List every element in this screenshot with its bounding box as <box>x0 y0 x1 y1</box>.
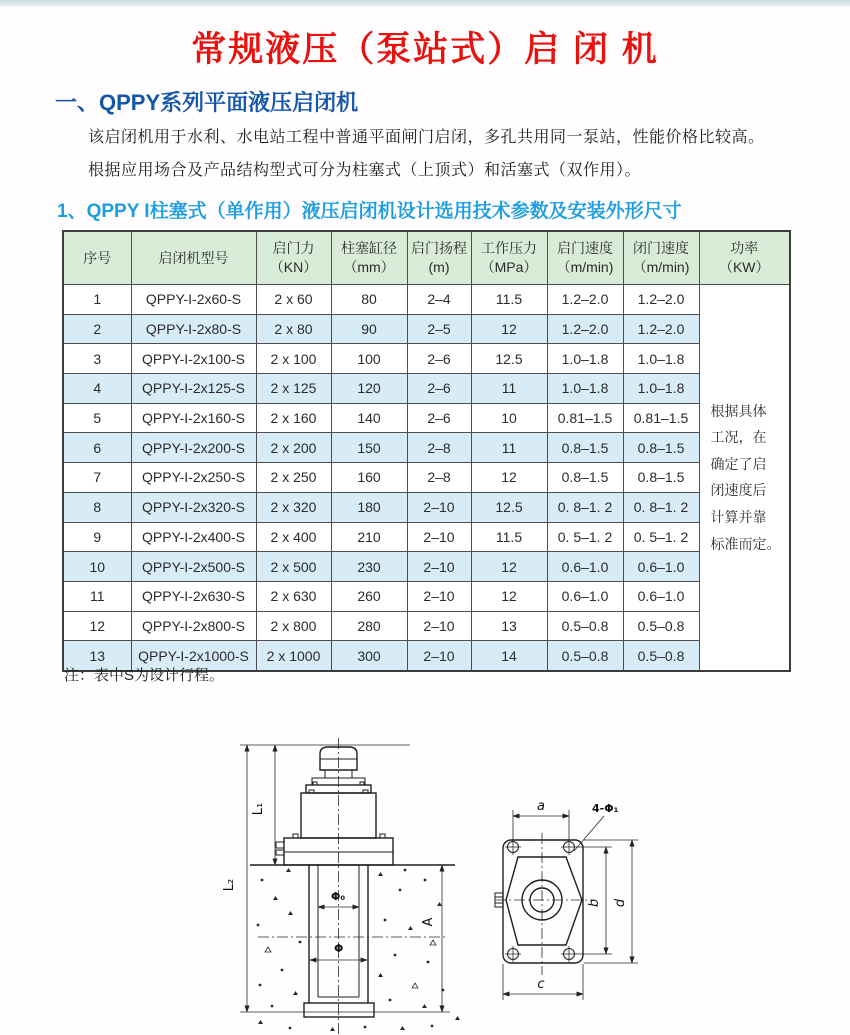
table-cell: QPPY-I-2x400-S <box>131 522 256 552</box>
power-note-line: 标准而定。 <box>710 535 781 552</box>
header-row <box>63 231 790 285</box>
table-cell: 2–8 <box>407 433 471 463</box>
table-cell: 2–4 <box>407 285 471 315</box>
table-cell: 0. 5–1. 2 <box>623 522 699 552</box>
table-cell: 2–8 <box>407 463 471 493</box>
table-row <box>63 285 790 315</box>
table-cell: 0.8–1.5 <box>623 463 699 493</box>
table-cell: 2–10 <box>407 552 471 582</box>
table-cell: 8 <box>63 492 131 522</box>
table-cell: 1.2–2.0 <box>623 314 699 344</box>
table-cell: 1.0–1.8 <box>547 374 623 404</box>
table-cell: 1.0–1.8 <box>623 374 699 404</box>
dim-label-l1: L₁ <box>251 802 266 816</box>
power-note-line: 计算并靠 <box>710 509 767 526</box>
table-row <box>63 374 790 404</box>
table-row <box>63 492 790 522</box>
table-cell: 0.6–1.0 <box>547 581 623 611</box>
table-cell: 11 <box>471 374 547 404</box>
table-cell: QPPY-I-2x80-S <box>131 314 256 344</box>
dim-label-phi: Φ <box>334 942 344 955</box>
table-note: 注：表中S为设计行程。 <box>64 667 225 684</box>
table-cell: 1.0–1.8 <box>547 344 623 374</box>
table-cell: 80 <box>331 285 407 315</box>
table-row <box>63 552 790 582</box>
power-note-cell <box>699 285 790 671</box>
table-cell: QPPY-I-2x320-S <box>131 492 256 522</box>
table-cell: 2–6 <box>407 344 471 374</box>
table-cell: 2 x 60 <box>256 285 331 315</box>
column-header: 启闭机型号 <box>131 231 256 285</box>
table-cell: 140 <box>331 403 407 433</box>
table-cell: 2 x 500 <box>256 552 331 582</box>
table-cell: 7 <box>63 463 131 493</box>
dim-label-c: c <box>537 977 545 992</box>
table-row <box>63 433 790 463</box>
concrete-texture <box>257 868 460 1031</box>
table-cell: 2–10 <box>407 611 471 641</box>
table-cell: 280 <box>331 611 407 641</box>
column-header: 启门力 （KN） <box>256 231 331 285</box>
table-row <box>63 344 790 374</box>
table-cell: QPPY-I-2x1000-S <box>131 641 256 671</box>
dim-label-b: b <box>587 898 602 908</box>
table-cell: QPPY-I-2x200-S <box>131 433 256 463</box>
table-row <box>63 314 790 344</box>
table-row <box>63 403 790 433</box>
table-cell: 260 <box>331 581 407 611</box>
table-cell: 300 <box>331 641 407 671</box>
table-cell: 150 <box>331 433 407 463</box>
table-cell: 0.5–0.8 <box>547 611 623 641</box>
table-cell: 180 <box>331 492 407 522</box>
table-cell: 2 <box>63 314 131 344</box>
table-cell: 0.81–1.5 <box>623 403 699 433</box>
table-cell: 1 <box>63 285 131 315</box>
table-cell: 0.81–1.5 <box>547 403 623 433</box>
table-cell: 2 x 800 <box>256 611 331 641</box>
table-cell: 1.2–2.0 <box>623 285 699 315</box>
table-cell: 0.5–0.8 <box>547 641 623 671</box>
table-row <box>63 581 790 611</box>
table-cell: QPPY-I-2x100-S <box>131 344 256 374</box>
table-cell: 2–10 <box>407 641 471 671</box>
table-cell: 2 x 400 <box>256 522 331 552</box>
table-cell: QPPY-I-2x160-S <box>131 403 256 433</box>
spec-table-body <box>63 285 790 671</box>
table-cell: 0.5–0.8 <box>623 641 699 671</box>
hole-callout-label: 4-Φ₁ <box>592 802 619 815</box>
table-cell: 2 x 80 <box>256 314 331 344</box>
table-cell: 2 x 200 <box>256 433 331 463</box>
table-cell: 2–10 <box>407 492 471 522</box>
power-note-line: 工况，在 <box>710 429 767 446</box>
table-cell: 0.8–1.5 <box>547 463 623 493</box>
table-cell: 0.6–1.0 <box>623 552 699 582</box>
table-cell: 11.5 <box>471 285 547 315</box>
table-cell: 90 <box>331 314 407 344</box>
table-cell: 10 <box>471 403 547 433</box>
column-header: 闭门速度 （m/min) <box>623 231 699 285</box>
table-cell: 2–10 <box>407 581 471 611</box>
installation-drawings <box>0 700 850 1035</box>
table-cell: 210 <box>331 522 407 552</box>
power-note-line: 确定了启 <box>710 455 767 472</box>
table-cell: 12 <box>63 611 131 641</box>
dim-label-a: a <box>537 799 545 814</box>
table-cell: 0.6–1.0 <box>547 552 623 582</box>
table-cell: 10 <box>63 552 131 582</box>
dim-label-d: d <box>613 898 628 908</box>
table-cell: 230 <box>331 552 407 582</box>
table-cell: 160 <box>331 463 407 493</box>
table-cell: 0.8–1.5 <box>623 433 699 463</box>
column-header: 启门扬程 (m) <box>407 231 471 285</box>
table-cell: 0. 8–1. 2 <box>623 492 699 522</box>
table-cell: 0.6–1.0 <box>623 581 699 611</box>
table-cell: 12 <box>471 581 547 611</box>
spec-table <box>62 230 791 672</box>
table-cell: 2 x 125 <box>256 374 331 404</box>
table-cell: 120 <box>331 374 407 404</box>
table-cell: 2 x 250 <box>256 463 331 493</box>
table-cell: 4 <box>63 374 131 404</box>
table-cell: 2–5 <box>407 314 471 344</box>
hoist-section-drawing <box>222 738 460 1035</box>
table-cell: 0. 8–1. 2 <box>547 492 623 522</box>
table-cell: 1.2–2.0 <box>547 314 623 344</box>
table-cell: 100 <box>331 344 407 374</box>
flange-top-view-drawing <box>495 799 638 1000</box>
table-cell: 2–6 <box>407 374 471 404</box>
table-cell: 12 <box>471 314 547 344</box>
intro-paragraph-2: 根据应用场合及产品结构型式可分为柱塞式（上顶式）和活塞式（双作用）。 <box>88 162 642 179</box>
table-cell: 0.8–1.5 <box>547 433 623 463</box>
table-cell: 1.2–2.0 <box>547 285 623 315</box>
table-cell: 11.5 <box>471 522 547 552</box>
table-cell: 2–6 <box>407 403 471 433</box>
table-cell: 2–10 <box>407 522 471 552</box>
table-cell: 0. 5–1. 2 <box>547 522 623 552</box>
table-cell: QPPY-I-2x800-S <box>131 611 256 641</box>
table-cell: 12 <box>471 552 547 582</box>
table-cell: QPPY-I-2x125-S <box>131 374 256 404</box>
intro-paragraph-1: 该启闭机用于水利、水电站工程中普通平面闸门启闭，多孔共用同一泵站，性能价格比较高。 <box>88 129 765 146</box>
table-cell: 12 <box>471 463 547 493</box>
table-cell: 1.0–1.8 <box>623 344 699 374</box>
table-cell: 2 x 100 <box>256 344 331 374</box>
page-title: 常规液压（泵站式）启 闭 机 <box>191 30 659 69</box>
power-note-line: 闭速度后 <box>710 482 767 499</box>
table-cell: 14 <box>471 641 547 671</box>
column-header: 启门速度 （m/min) <box>547 231 623 285</box>
table-cell: 9 <box>63 522 131 552</box>
table-cell: 5 <box>63 403 131 433</box>
table-row <box>63 611 790 641</box>
table-row <box>63 463 790 493</box>
column-header: 序号 <box>63 231 131 285</box>
table-cell: 2 x 1000 <box>256 641 331 671</box>
table-cell: QPPY-I-2x60-S <box>131 285 256 315</box>
table-cell: 2 x 320 <box>256 492 331 522</box>
table-cell: QPPY-I-2x250-S <box>131 463 256 493</box>
table-cell: 13 <box>63 641 131 671</box>
table-cell: 2 x 160 <box>256 403 331 433</box>
dim-label-a-height: A <box>421 917 436 927</box>
table-heading: 1、QPPY I柱塞式（单作用）液压启闭机设计选用技术参数及安装外形尺寸 <box>57 201 682 222</box>
table-cell: 13 <box>471 611 547 641</box>
table-cell: 3 <box>63 344 131 374</box>
power-note-line: 根据具体 <box>710 402 767 419</box>
table-cell: 2 x 630 <box>256 581 331 611</box>
spec-table-head <box>63 231 790 285</box>
table-cell: QPPY-I-2x630-S <box>131 581 256 611</box>
table-cell: 12.5 <box>471 344 547 374</box>
top-color-band <box>0 0 850 7</box>
dim-label-l2: L₂ <box>222 878 237 892</box>
table-cell: 12.5 <box>471 492 547 522</box>
table-cell: 11 <box>63 581 131 611</box>
table-row <box>63 522 790 552</box>
table-cell: 0.5–0.8 <box>623 611 699 641</box>
column-header: 功率 （KW） <box>699 231 790 285</box>
table-cell: 11 <box>471 433 547 463</box>
column-header: 柱塞缸径 （mm） <box>331 231 407 285</box>
section-heading: 一、QPPY系列平面液压启闭机 <box>55 90 359 115</box>
table-cell: 6 <box>63 433 131 463</box>
dim-label-phi0: Φ₀ <box>331 890 346 903</box>
table-cell: QPPY-I-2x500-S <box>131 552 256 582</box>
column-header: 工作压力 （MPa） <box>471 231 547 285</box>
